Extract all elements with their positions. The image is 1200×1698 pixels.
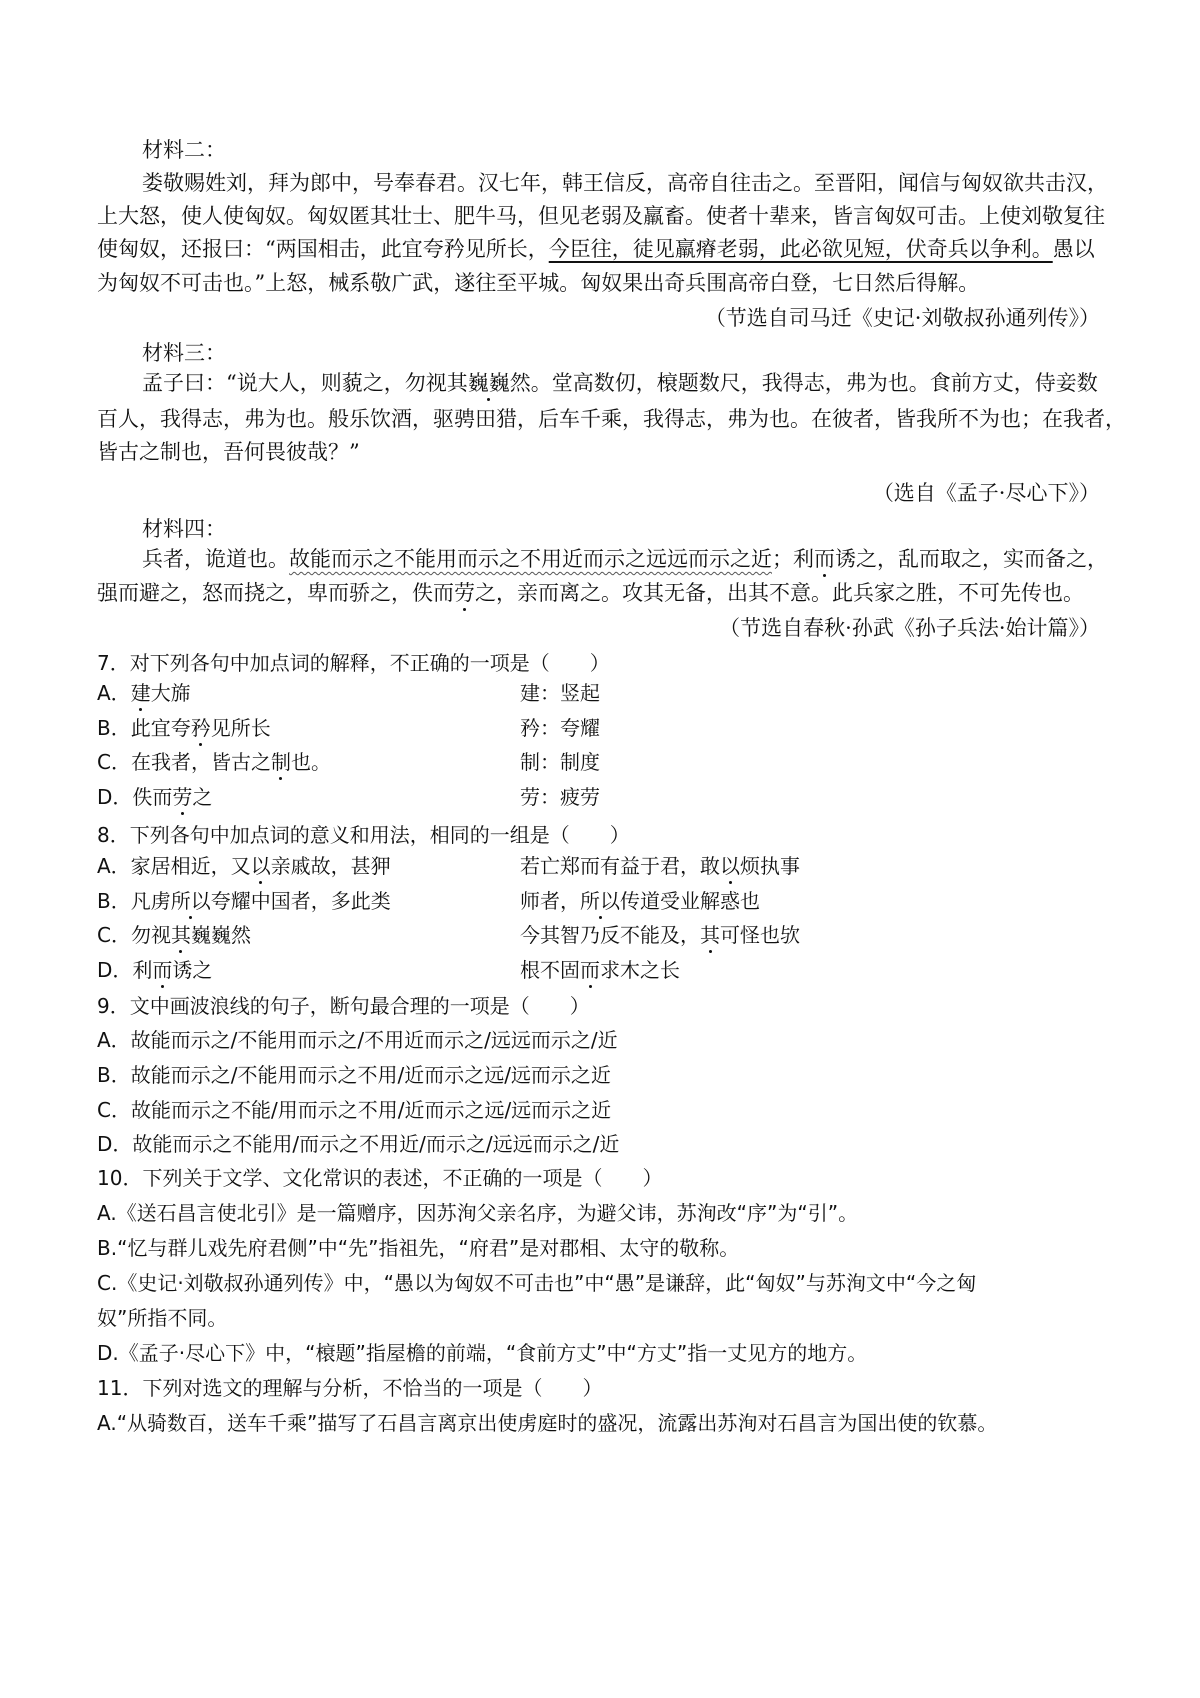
text: 强而避之，怒而挠之，卑而骄之，佚而 xyxy=(97,581,454,605)
text: 制：制度 xyxy=(520,750,600,774)
text: 使匈奴，还报曰：“两国相击，此宜夸矜见所长， xyxy=(97,237,549,261)
q7-option-b-gloss xyxy=(520,715,600,741)
dotted-word: 所以 xyxy=(580,889,620,913)
text: 建：竖起 xyxy=(520,681,600,705)
q7-option-d xyxy=(97,784,212,810)
text: 今其智乃反不能及， xyxy=(520,923,700,947)
q11-option-a xyxy=(97,1410,997,1436)
dotted-word: 其 xyxy=(700,923,720,947)
dotted-word: 巍巍 xyxy=(467,371,510,395)
material-4-line-2 xyxy=(97,580,1084,606)
text: B.“忆与群儿戏先府君侧”中“先”指祖先，“府君”是对郡相、太守的敬称。 xyxy=(97,1236,740,1260)
dotted-word: 以 xyxy=(720,854,740,878)
text: 娄敬赐姓刘，拜为郎中，号奉春君。汉七年，韩王信反，高帝自往击之。至晋阳，闻信与匈奴欲共击汉， xyxy=(142,171,1108,195)
text: A.“从骑数百，送车千乘”描写了石昌言离京出使虏庭时的盛况，流露出苏洵对石昌言为国出使的钦慕。 xyxy=(97,1411,998,1435)
text: A.《送石昌言使北引》是一篇赠序，因苏洵父亲名序，为避父讳，苏洵改“序”为“引”。 xyxy=(97,1201,859,1225)
material-3-line-2 xyxy=(97,406,1126,432)
q10-option-a xyxy=(97,1200,858,1226)
text: 7．对下列各句中加点词的解释，不正确的一项是（ ） xyxy=(97,651,610,675)
text: 根不固 xyxy=(520,958,580,982)
material-4-heading xyxy=(142,516,226,542)
material-3-heading xyxy=(142,340,226,366)
material-3-source xyxy=(873,480,1100,506)
dotted-word: 建 xyxy=(130,681,151,705)
dotted-word: 劳 xyxy=(172,785,193,809)
q7-option-a-gloss xyxy=(520,680,600,706)
text: A．家居相近，又 xyxy=(97,854,251,878)
dotted-word: 所以 xyxy=(170,889,211,913)
q8-option-b-left xyxy=(97,888,391,914)
text: C．故能而示之不能/用而示之不用/近而示之远/远而示之近 xyxy=(97,1098,612,1122)
material-3-line-3 xyxy=(97,439,360,465)
text: C．在我者，皆古之 xyxy=(97,750,271,774)
q7-option-b xyxy=(97,715,271,741)
q10-stem xyxy=(97,1165,662,1191)
text: D．故能而示之不能用/而示之不用近/而示之/远远而示之/近 xyxy=(97,1132,620,1156)
text: 可怪也欤 xyxy=(720,923,800,947)
underlined-sentence: 今臣往，徒见羸瘠老弱，此必欲见短，伏奇兵以争利。 xyxy=(548,237,1053,261)
dotted-word: 矜 xyxy=(190,716,211,740)
text: 孟子曰：“说大人，则藐之，勿视其 xyxy=(142,371,468,395)
text: 大旆 xyxy=(150,681,191,705)
q8-option-a-right xyxy=(520,853,800,879)
text: 师者， xyxy=(520,889,580,913)
text: 皆古之制也，吾何畏彼哉？” xyxy=(97,440,360,464)
material-2-heading xyxy=(142,137,226,163)
q7-option-c xyxy=(97,749,331,775)
material-2-line-2 xyxy=(97,203,1105,229)
material-2-line-1 xyxy=(142,170,1108,196)
text: B．此宜夸 xyxy=(97,716,191,740)
text: 愚以 xyxy=(1052,237,1095,261)
text: C.《史记·刘敬叔孙通列传》中，“愚以为匈奴不可击也”中“愚”是谦辞，此“匈奴”与苏洵文中“今之匈 xyxy=(97,1271,977,1295)
dotted-word: 劳 xyxy=(454,581,475,605)
q7-option-d-gloss xyxy=(520,784,600,810)
text: ；利 xyxy=(772,547,814,571)
text: 为匈奴不可击也。”上怒，械系敬广武，遂往至平城。匈奴果出奇兵围高帝白登，七日然后得解。 xyxy=(97,271,980,295)
text: 之 xyxy=(192,785,213,809)
material-2-source xyxy=(705,305,1100,331)
text: B．凡虏 xyxy=(97,889,171,913)
text: 巍巍然 xyxy=(190,923,251,947)
text: B．故能而示之/不能用而示之不用/近而示之远/远而示之近 xyxy=(97,1063,611,1087)
q11-stem xyxy=(97,1375,602,1401)
material-3-line-1 xyxy=(142,370,1098,396)
q10-option-d xyxy=(97,1340,867,1366)
q9-stem xyxy=(97,993,590,1019)
q8-option-d-right xyxy=(520,957,680,983)
q9-option-a xyxy=(97,1027,618,1053)
heading-text: 材料三： xyxy=(142,341,226,365)
text: D．利 xyxy=(97,958,153,982)
text: 诱之，乱而取之，实而备之， xyxy=(835,547,1108,571)
material-4-source xyxy=(719,615,1100,641)
text: C．勿视 xyxy=(97,923,171,947)
text: A．故能而示之/不能用而示之/不用近而示之/远远而示之/近 xyxy=(97,1028,618,1052)
text: 亲戚故，甚狎 xyxy=(270,854,391,878)
wavy-underlined-sentence: 故能而示之不能用而示之不用近而示之远远而示之近 xyxy=(289,547,772,571)
text: 10．下列关于文学、文化常识的表述，不正确的一项是（ ） xyxy=(97,1166,663,1190)
dotted-word: 制 xyxy=(270,750,291,774)
dotted-word: 而 xyxy=(152,958,173,982)
source-text: （节选自司马迁《史记·刘敬叔孙通列传》） xyxy=(704,306,1100,330)
text: 诱之 xyxy=(172,958,213,982)
text: 9．文中画波浪线的句子，断句最合理的一项是（ ） xyxy=(97,994,590,1018)
q7-option-a xyxy=(97,680,191,706)
text: 见所长 xyxy=(210,716,271,740)
q10-option-c-line-1 xyxy=(97,1270,976,1296)
q10-option-b xyxy=(97,1235,739,1261)
text: 然。堂高数仞，榱题数尺，我得志，弗为也。食前方丈，侍妾数 xyxy=(509,371,1098,395)
q7-stem xyxy=(97,650,610,676)
q10-option-c-line-2 xyxy=(97,1305,227,1331)
text: D.《孟子·尽心下》中，“榱题”指屋檐的前端，“食前方丈”中“方丈”指一丈见方的地方。 xyxy=(97,1341,868,1365)
material-2-line-4 xyxy=(97,270,979,296)
q9-option-c xyxy=(97,1097,611,1123)
q8-stem xyxy=(97,822,630,848)
source-text: （选自《孟子·尽心下》） xyxy=(872,481,1100,505)
text: 上大怒，使人使匈奴。匈奴匿其壮士、肥牛马，但见老弱及羸畜。使者十辈来，皆言匈奴可击。上使刘敬复往 xyxy=(97,204,1105,228)
text: A． xyxy=(97,681,131,705)
text: 烦执事 xyxy=(740,854,800,878)
q9-option-b xyxy=(97,1062,611,1088)
dotted-word: 而 xyxy=(580,958,600,982)
dotted-word: 以 xyxy=(250,854,271,878)
text: 11．下列对选文的理解与分析，不恰当的一项是（ ） xyxy=(97,1376,603,1400)
material-4-line-1 xyxy=(142,546,1108,572)
text: 矜：夸耀 xyxy=(520,716,600,740)
heading-text: 材料二： xyxy=(142,138,226,162)
text: 8．下列各句中加点词的意义和用法，相同的一组是（ ） xyxy=(97,823,630,847)
heading-text: 材料四： xyxy=(142,517,226,541)
q8-option-d-left xyxy=(97,957,212,983)
q7-option-c-gloss xyxy=(520,749,600,775)
text: 若亡郑而有益于君，敢 xyxy=(520,854,720,878)
text: 劳：疲劳 xyxy=(520,785,600,809)
text: 求木之长 xyxy=(600,958,680,982)
source-text: （节选自春秋·孙武《孙子兵法·始计篇》） xyxy=(719,616,1100,640)
text: 百人，我得志，弗为也。般乐饮酒，驱骋田猎，后车千乘，我得志，弗为也。在彼者，皆我所不为也；在我者， xyxy=(97,407,1126,431)
text: 奴”所指不同。 xyxy=(97,1306,228,1330)
q8-option-a-left xyxy=(97,853,391,879)
q8-option-c-right xyxy=(520,922,800,948)
text: 之，亲而离之。攻其无备，出其不意。此兵家之胜，不可先传也。 xyxy=(475,581,1084,605)
q8-option-c-left xyxy=(97,922,251,948)
text: D．佚而 xyxy=(97,785,173,809)
q9-option-d xyxy=(97,1131,619,1157)
material-2-line-3 xyxy=(97,236,1095,262)
text: 传道受业解惑也 xyxy=(620,889,760,913)
text: 兵者，诡道也。 xyxy=(142,547,289,571)
text: 也。 xyxy=(290,750,331,774)
dotted-word: 而 xyxy=(814,547,835,571)
q8-option-b-right xyxy=(520,888,760,914)
text: 夸耀中国者，多此类 xyxy=(210,889,391,913)
dotted-word: 其 xyxy=(170,923,191,947)
